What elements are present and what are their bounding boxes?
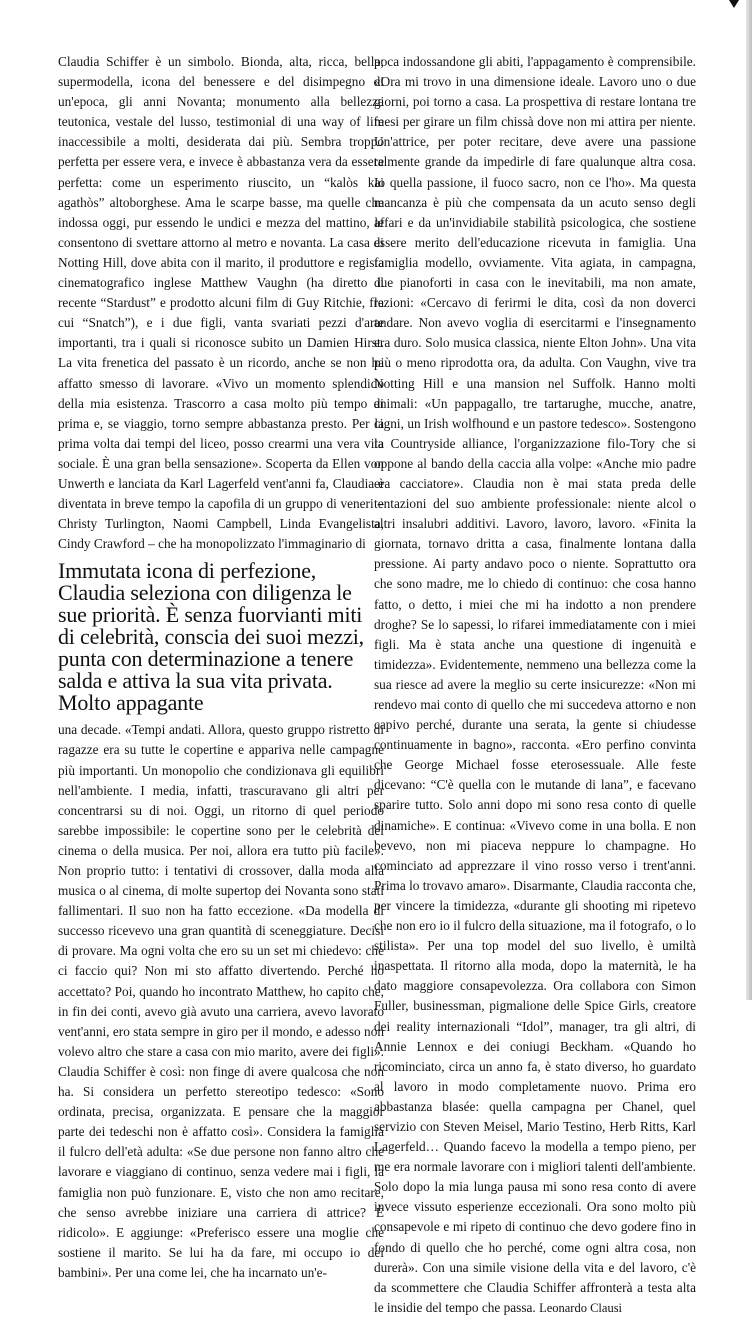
corner-mark	[724, 0, 744, 8]
right-column	[374, 52, 696, 1318]
left-column-bottom-text: una decade. «Tempi andati. Allora, questo gruppo ristretto di ragazze era su tutte le copertine e appariva nelle campagne più importanti. Un monopolio che condizionava gli equilibri nell'ambiente. I media, infatti, trascuravano gli altri per concentrarsi su di noi. Oggi, un ritorno di quel periodo sarebbe impossibile: le copertine sono per le celebrità del cinema o della musica. Per noi, allora era tutto più facile». Non proprio tutto: i tentativi di crossover, dalla moda alla musica o al cinema, di molte supertop dei Novanta sono stati fallimentari. Il suo non ha fatto eccezione. «Da modella di successo ricevevo una gran quantità di sceneggiature. Decisi di provare. Ma ogni volta che ero su un set mi chiedevo: che ci faccio qui? Non mi sto affatto divertendo. Perché ho accettato? Poi, quando ho incontrato Matthew, ho capito che, in fin dei conti, avevo già avuto una carriera, avevo lavorato vent'anni, ero stata sempre in giro per il mondo, e adesso non volevo altro che stare a casa con mio marito, avere dei figli». Claudia Schiffer è così: non finge di avere qualcosa che non ha. Si considera un perfetto stereotipo tedesco: «Sono ordinata, precisa, organizzata. E pensare che la maggior parte dei tedeschi non è affatto così». Considera la famiglia il fulcro dell'età adulta: «Se due persone non fanno altro che lavorare e viaggiano di continuo, senza vedere mai i figli, la famiglia non può funzionare. E, visto che non amo recitare, che senso avrebbe iniziare una carriera di attrice? È ridicolo». E aggiunge: «Preferisco essere una moglie che sostiene il marito. Se lui ha da fare, mi occupo io dei bambini». Per una come lei, che ha incarnato un'e-	[58, 722, 384, 1280]
author-signature: Leonardo Clausi	[539, 1300, 623, 1315]
right-column-paragraph	[374, 52, 696, 1318]
left-column	[58, 52, 384, 1283]
pull-quote: Immutata icona di perfezione, Claudia seleziona con diligenza le sue priorità. È senza fuorvianti miti di celebrità, conscia dei suoi mezzi, punta con determinazione a tenere salda e attiva la sua vita privata. Molto appagante	[58, 558, 364, 716]
page-edge	[746, 0, 752, 1000]
left-column-top-text: Claudia Schiffer è un simbolo. Bionda, alta, ricca, bella; supermodella, icona del benessere e del disimpegno di un'epoca, gli anni Novanta; monumento alla bellezza teutonica, vestale del lusso, testimonial di una way of life inaccessibile a molti, desiderata dai più. Sembra troppo perfetta per essere vera, e invece è abbastanza vera da essere perfetta: come un esperimento riuscito, un “kalòs kai agathòs” altoborghese. Ama le scarpe basse, ma quelle che indossa oggi, pur essendo le undici e mezza del mattino, le consentono di svettare attorno al metro e novanta. La casa di Notting Hill, dove abita con il marito, il produttore e regista cinematografico inglese Matthew Vaughn (ha diretto il recente “Stardust” e prodotto alcuni film di Guy Ritchie, fra cui “Snatch”), e i due figli, vanta svariati pezzi d'arte importanti, tra i quali si riconosce subito un Damien Hirst. La vita frenetica del passato è un ricordo, anche se non ha affatto smesso di lavorare. «Vivo un momento splendido della mia esistenza. Trascorro a casa molto più tempo di prima e, se viaggio, torno sempre abbastanza presto. Per la prima volta dai tempi del liceo, posso crearmi una vera vita sociale. È una gran bella sensazione». Scoperta da Ellen von Unwerth e lanciata da Karl Lagerfeld vent'anni fa, Claudia è diventata in breve tempo la capofila di un gruppo di veneri – Christy Turlington, Naomi Campbell, Linda Evangelista, Cindy Crawford – che ha monopolizzato l'immaginario di	[58, 54, 384, 552]
right-column-text: poca indossandone gli abiti, l'appagamento è comprensibile. «Ora mi trovo in una dimensione ideale. Lavoro uno o due giorni, poi torno a casa. La prospettiva di restare lontana tre mesi per girare un film chissà dove non mi attira per niente. Un'attrice, per poter recitare, deve avere una passione talmente grande da impedirle di fare qualunque altra cosa. Io quella passione, il fuoco sacro, non ce l'ho». Ma questa mancanza è più che compensata da un acuto senso degli affari e da un'invidiabile stabilità psicologica, che sostiene essere merito dell'educazione ricevuta in famiglia. Una famiglia modello, ovviamente. Vita agiata, in campagna, due pianoforti in casa con le inevitabili, ma non amate, lezioni: «Cercavo di ferirmi le dita, così da non doverci andare. Non avevo voglia di esercitarmi e l'insegnamento era duro. Solo musica classica, niente Elton John». Una vita più o meno riprodotta ora, da adulta. Con Vaughn, vive tra Notting Hill e una mansion nel Suffolk. Hanno molti animali: «Un pappagallo, tre tartarughe, mucche, anatre, cigni, un Irish wolfhound e un pastore tedesco». Sostengono la Countryside alliance, l'organizzazione filo-Tory che si oppone al bando della caccia alla volpe: «Anche mio padre era cacciatore». Claudia non è mai stata preda delle tentazioni del suo ambiente professionale: niente alcol o altri insalubri additivi. Lavoro, lavoro, lavoro. «Finita la giornata, tornavo dritta a casa, finalmente lontana dalla pressione. Ai party andavo poco o niente. Soprattutto ora che sono madre, me lo chiedo di continuo: che cosa hanno fatto, o detto, i miei che mi ha indotto a non prendere droghe? Se lo sapessi, lo rifarei immediatamente con i miei figli. Ma è stata anche una questione di ingenuità e timidezza». Evidentemente, nemmeno una bellezza come la sua riesce ad avere la meglio su certe insicurezze: «Non mi rendevo mai conto di quello che mi succedeva attorno e non capivo perché, durante una serata, la gente si chiudesse continuamente in bagno», racconta. «Ero perfino convinta che George Michael fosse eterosessuale. Alle feste dicevano: “C'è quella con le mutande di lana”, e facevano sparire tutto. Solo anni dopo mi sono resa conto di quelle dinamiche». E continua: «Vivevo come in una bolla. E non bevevo, non mi piaceva neppure lo champagne. Ho cominciato ad apprezzare il vino rosso verso i trent'anni. Prima lo trovavo amaro». Disarmante, Claudia racconta che, per vincere la timidezza, «durante gli shooting mi ripetevo che non ero io il fulcro della situazione, ma il fotografo, o lo stilista». Per una top model del suo livello, è umiltà inaspettata. Il ritorno alla moda, dopo la maternità, le ha dato maggiore consapevolezza. Ora collabora con Simon Fuller, businessman, pigmalione delle Spice Girls, creatore dei reality internazionali “Idol”, manager, tra gli altri, di Annie Lennox e dei coniugi Beckham. «Quando ho ricominciato, circa un anno fa, è stato diverso, ho guardato al lavoro in modo completamente nuovo. Prima ero abbastanza blasée: quella campagna per Chanel, quel servizio con Steven Meisel, Mario Testino, Herb Ritts, Karl Lagerfeld… Quando facevo la modella a tempo pieno, per me era normale lavorare con i migliori talenti dell'ambiente. Solo dopo la mia lunga pausa mi sono resa conto di avere invece vissuto esperienze eccezionali. Ora sono molto più consapevole e mi ripeto di continuo che devo godere fino in fondo di quello che ho perché, come ogni altra cosa, non durerà». Con una simile visione della vita e del lavoro, c'è da scommettere che Claudia Schiffer affronterà a testa alta le insidie del tempo che passa.	[374, 54, 696, 1315]
